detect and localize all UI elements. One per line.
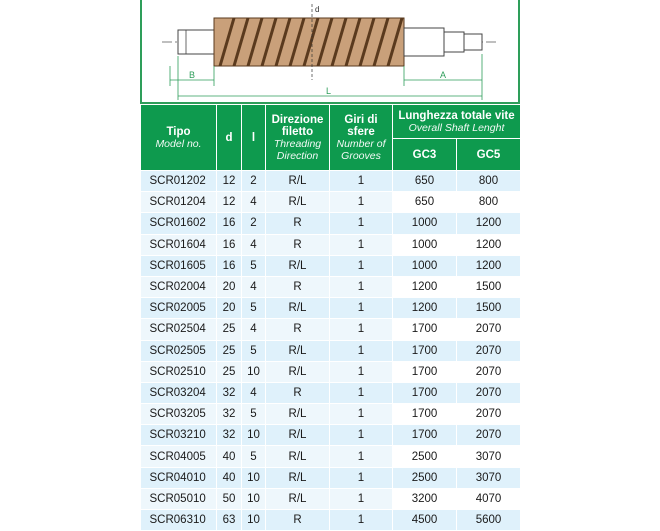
table-row — [141, 340, 521, 361]
cell-d: 12 — [217, 171, 242, 192]
cell-dir: R/L — [266, 171, 330, 192]
cell-l: 4 — [242, 319, 266, 340]
cell-gc5: 2070 — [457, 425, 521, 446]
cell-model: SCR06310 — [141, 510, 217, 531]
cell-giri: 1 — [330, 488, 393, 509]
cell-gc3: 4500 — [393, 510, 457, 531]
ball-screw-diagram — [142, 0, 518, 102]
cell-gc5: 2070 — [457, 319, 521, 340]
cell-d: 16 — [217, 255, 242, 276]
cell-d: 40 — [217, 467, 242, 488]
cell-dir: R — [266, 234, 330, 255]
cell-giri: 1 — [330, 276, 393, 297]
cell-model: SCR01202 — [141, 171, 217, 192]
cell-gc5: 3070 — [457, 446, 521, 467]
cell-gc3: 2500 — [393, 446, 457, 467]
cell-model: SCR01602 — [141, 213, 217, 234]
screw-drawing — [140, 0, 520, 104]
cell-gc3: 1200 — [393, 298, 457, 319]
cell-l: 4 — [242, 382, 266, 403]
table-row — [141, 171, 521, 192]
cell-dir: R/L — [266, 192, 330, 213]
cell-dir: R/L — [266, 404, 330, 425]
cell-dir: R/L — [266, 361, 330, 382]
cell-giri: 1 — [330, 382, 393, 403]
cell-giri: 1 — [330, 340, 393, 361]
header-l: l — [242, 105, 266, 171]
dim-l-label: L — [326, 86, 332, 96]
cell-giri: 1 — [330, 446, 393, 467]
cell-gc5: 3070 — [457, 467, 521, 488]
cell-model: SCR03210 — [141, 425, 217, 446]
cell-d: 32 — [217, 404, 242, 425]
dim-d-label: d — [315, 5, 320, 14]
cell-giri: 1 — [330, 467, 393, 488]
cell-model: SCR04010 — [141, 467, 217, 488]
table-row — [141, 192, 521, 213]
cell-dir: R/L — [266, 488, 330, 509]
cell-model: SCR01604 — [141, 234, 217, 255]
cell-gc3: 1000 — [393, 234, 457, 255]
cell-d: 25 — [217, 361, 242, 382]
cell-model: SCR02505 — [141, 340, 217, 361]
cell-gc3: 1200 — [393, 276, 457, 297]
cell-gc3: 1700 — [393, 361, 457, 382]
header-overall-length: Lunghezza totale vite Overall Shaft Lenght — [393, 105, 521, 139]
cell-l: 4 — [242, 192, 266, 213]
table-row — [141, 255, 521, 276]
cell-gc5: 2070 — [457, 404, 521, 425]
cell-gc3: 1700 — [393, 425, 457, 446]
cell-d: 16 — [217, 213, 242, 234]
header-gc5: GC5 — [457, 139, 521, 171]
cell-l: 10 — [242, 467, 266, 488]
cell-gc5: 2070 — [457, 382, 521, 403]
cell-dir: R/L — [266, 425, 330, 446]
cell-gc5: 4070 — [457, 488, 521, 509]
cell-giri: 1 — [330, 192, 393, 213]
cell-gc3: 650 — [393, 171, 457, 192]
cell-gc3: 1700 — [393, 382, 457, 403]
table-row — [141, 382, 521, 403]
cell-giri: 1 — [330, 510, 393, 531]
cell-d: 12 — [217, 192, 242, 213]
cell-l: 2 — [242, 171, 266, 192]
cell-gc3: 650 — [393, 192, 457, 213]
cell-model: SCR02504 — [141, 319, 217, 340]
left-shaft-end — [178, 30, 214, 54]
cell-model: SCR02005 — [141, 298, 217, 319]
cell-l: 10 — [242, 425, 266, 446]
cell-l: 2 — [242, 213, 266, 234]
cell-gc5: 2070 — [457, 340, 521, 361]
cell-gc5: 800 — [457, 192, 521, 213]
cell-giri: 1 — [330, 213, 393, 234]
cell-dir: R/L — [266, 340, 330, 361]
cell-giri: 1 — [330, 234, 393, 255]
cell-model: SCR01204 — [141, 192, 217, 213]
right-shaft-end — [464, 34, 482, 50]
cell-d: 25 — [217, 319, 242, 340]
table-row — [141, 361, 521, 382]
cell-model: SCR03205 — [141, 404, 217, 425]
cell-model: SCR03204 — [141, 382, 217, 403]
table-row — [141, 276, 521, 297]
cell-l: 5 — [242, 255, 266, 276]
cell-giri: 1 — [330, 298, 393, 319]
cell-d: 20 — [217, 298, 242, 319]
cell-gc3: 1000 — [393, 255, 457, 276]
cell-d: 16 — [217, 234, 242, 255]
cell-giri: 1 — [330, 319, 393, 340]
table-row — [141, 319, 521, 340]
cell-model: SCR02004 — [141, 276, 217, 297]
cell-l: 5 — [242, 340, 266, 361]
cell-giri: 1 — [330, 171, 393, 192]
table-row — [141, 510, 521, 531]
dim-b-label: B — [189, 70, 196, 80]
table-row — [141, 425, 521, 446]
header-gc3: GC3 — [393, 139, 457, 171]
header-model: Tipo Model no. — [141, 105, 217, 171]
cell-gc3: 1700 — [393, 404, 457, 425]
cell-gc3: 1000 — [393, 213, 457, 234]
cell-gc3: 1700 — [393, 319, 457, 340]
cell-dir: R — [266, 276, 330, 297]
cell-gc5: 800 — [457, 171, 521, 192]
cell-gc5: 1500 — [457, 298, 521, 319]
cell-giri: 1 — [330, 255, 393, 276]
cell-l: 10 — [242, 510, 266, 531]
cell-model: SCR01605 — [141, 255, 217, 276]
cell-d: 40 — [217, 446, 242, 467]
cell-l: 10 — [242, 361, 266, 382]
table-row — [141, 213, 521, 234]
cell-dir: R — [266, 382, 330, 403]
cell-gc5: 5600 — [457, 510, 521, 531]
cell-d: 25 — [217, 340, 242, 361]
cell-l: 5 — [242, 404, 266, 425]
header-d: d — [217, 105, 242, 171]
table-row — [141, 298, 521, 319]
dim-a-label: A — [440, 70, 447, 80]
table-row — [141, 446, 521, 467]
table-row — [141, 488, 521, 509]
cell-gc3: 1700 — [393, 340, 457, 361]
cell-dir: R — [266, 319, 330, 340]
cell-d: 20 — [217, 276, 242, 297]
table-body — [141, 171, 521, 531]
cell-model: SCR02510 — [141, 361, 217, 382]
cell-l: 4 — [242, 276, 266, 297]
cell-d: 63 — [217, 510, 242, 531]
table-header — [141, 105, 521, 171]
cell-model: SCR04005 — [141, 446, 217, 467]
cell-gc3: 3200 — [393, 488, 457, 509]
cell-dir: R/L — [266, 255, 330, 276]
cell-giri: 1 — [330, 361, 393, 382]
cell-dir: R/L — [266, 298, 330, 319]
cell-d: 50 — [217, 488, 242, 509]
table-row — [141, 234, 521, 255]
cell-dir: R/L — [266, 446, 330, 467]
cell-l: 4 — [242, 234, 266, 255]
cell-gc5: 1500 — [457, 276, 521, 297]
right-shaft-step — [404, 28, 444, 56]
cell-dir: R — [266, 213, 330, 234]
spec-table — [140, 104, 521, 531]
cell-giri: 1 — [330, 404, 393, 425]
cell-model: SCR05010 — [141, 488, 217, 509]
header-threading-direction: Direzione filetto Threading Direction — [266, 105, 330, 171]
table-row — [141, 467, 521, 488]
cell-gc5: 2070 — [457, 361, 521, 382]
cell-dir: R — [266, 510, 330, 531]
cell-gc3: 2500 — [393, 467, 457, 488]
cell-l: 5 — [242, 446, 266, 467]
table-row — [141, 404, 521, 425]
cell-gc5: 1200 — [457, 234, 521, 255]
cell-giri: 1 — [330, 425, 393, 446]
cell-l: 5 — [242, 298, 266, 319]
cell-l: 10 — [242, 488, 266, 509]
cell-gc5: 1200 — [457, 255, 521, 276]
cell-gc5: 1200 — [457, 213, 521, 234]
cell-d: 32 — [217, 382, 242, 403]
cell-dir: R/L — [266, 467, 330, 488]
header-grooves: Giri di sfere Number of Grooves — [330, 105, 393, 171]
cell-d: 32 — [217, 425, 242, 446]
